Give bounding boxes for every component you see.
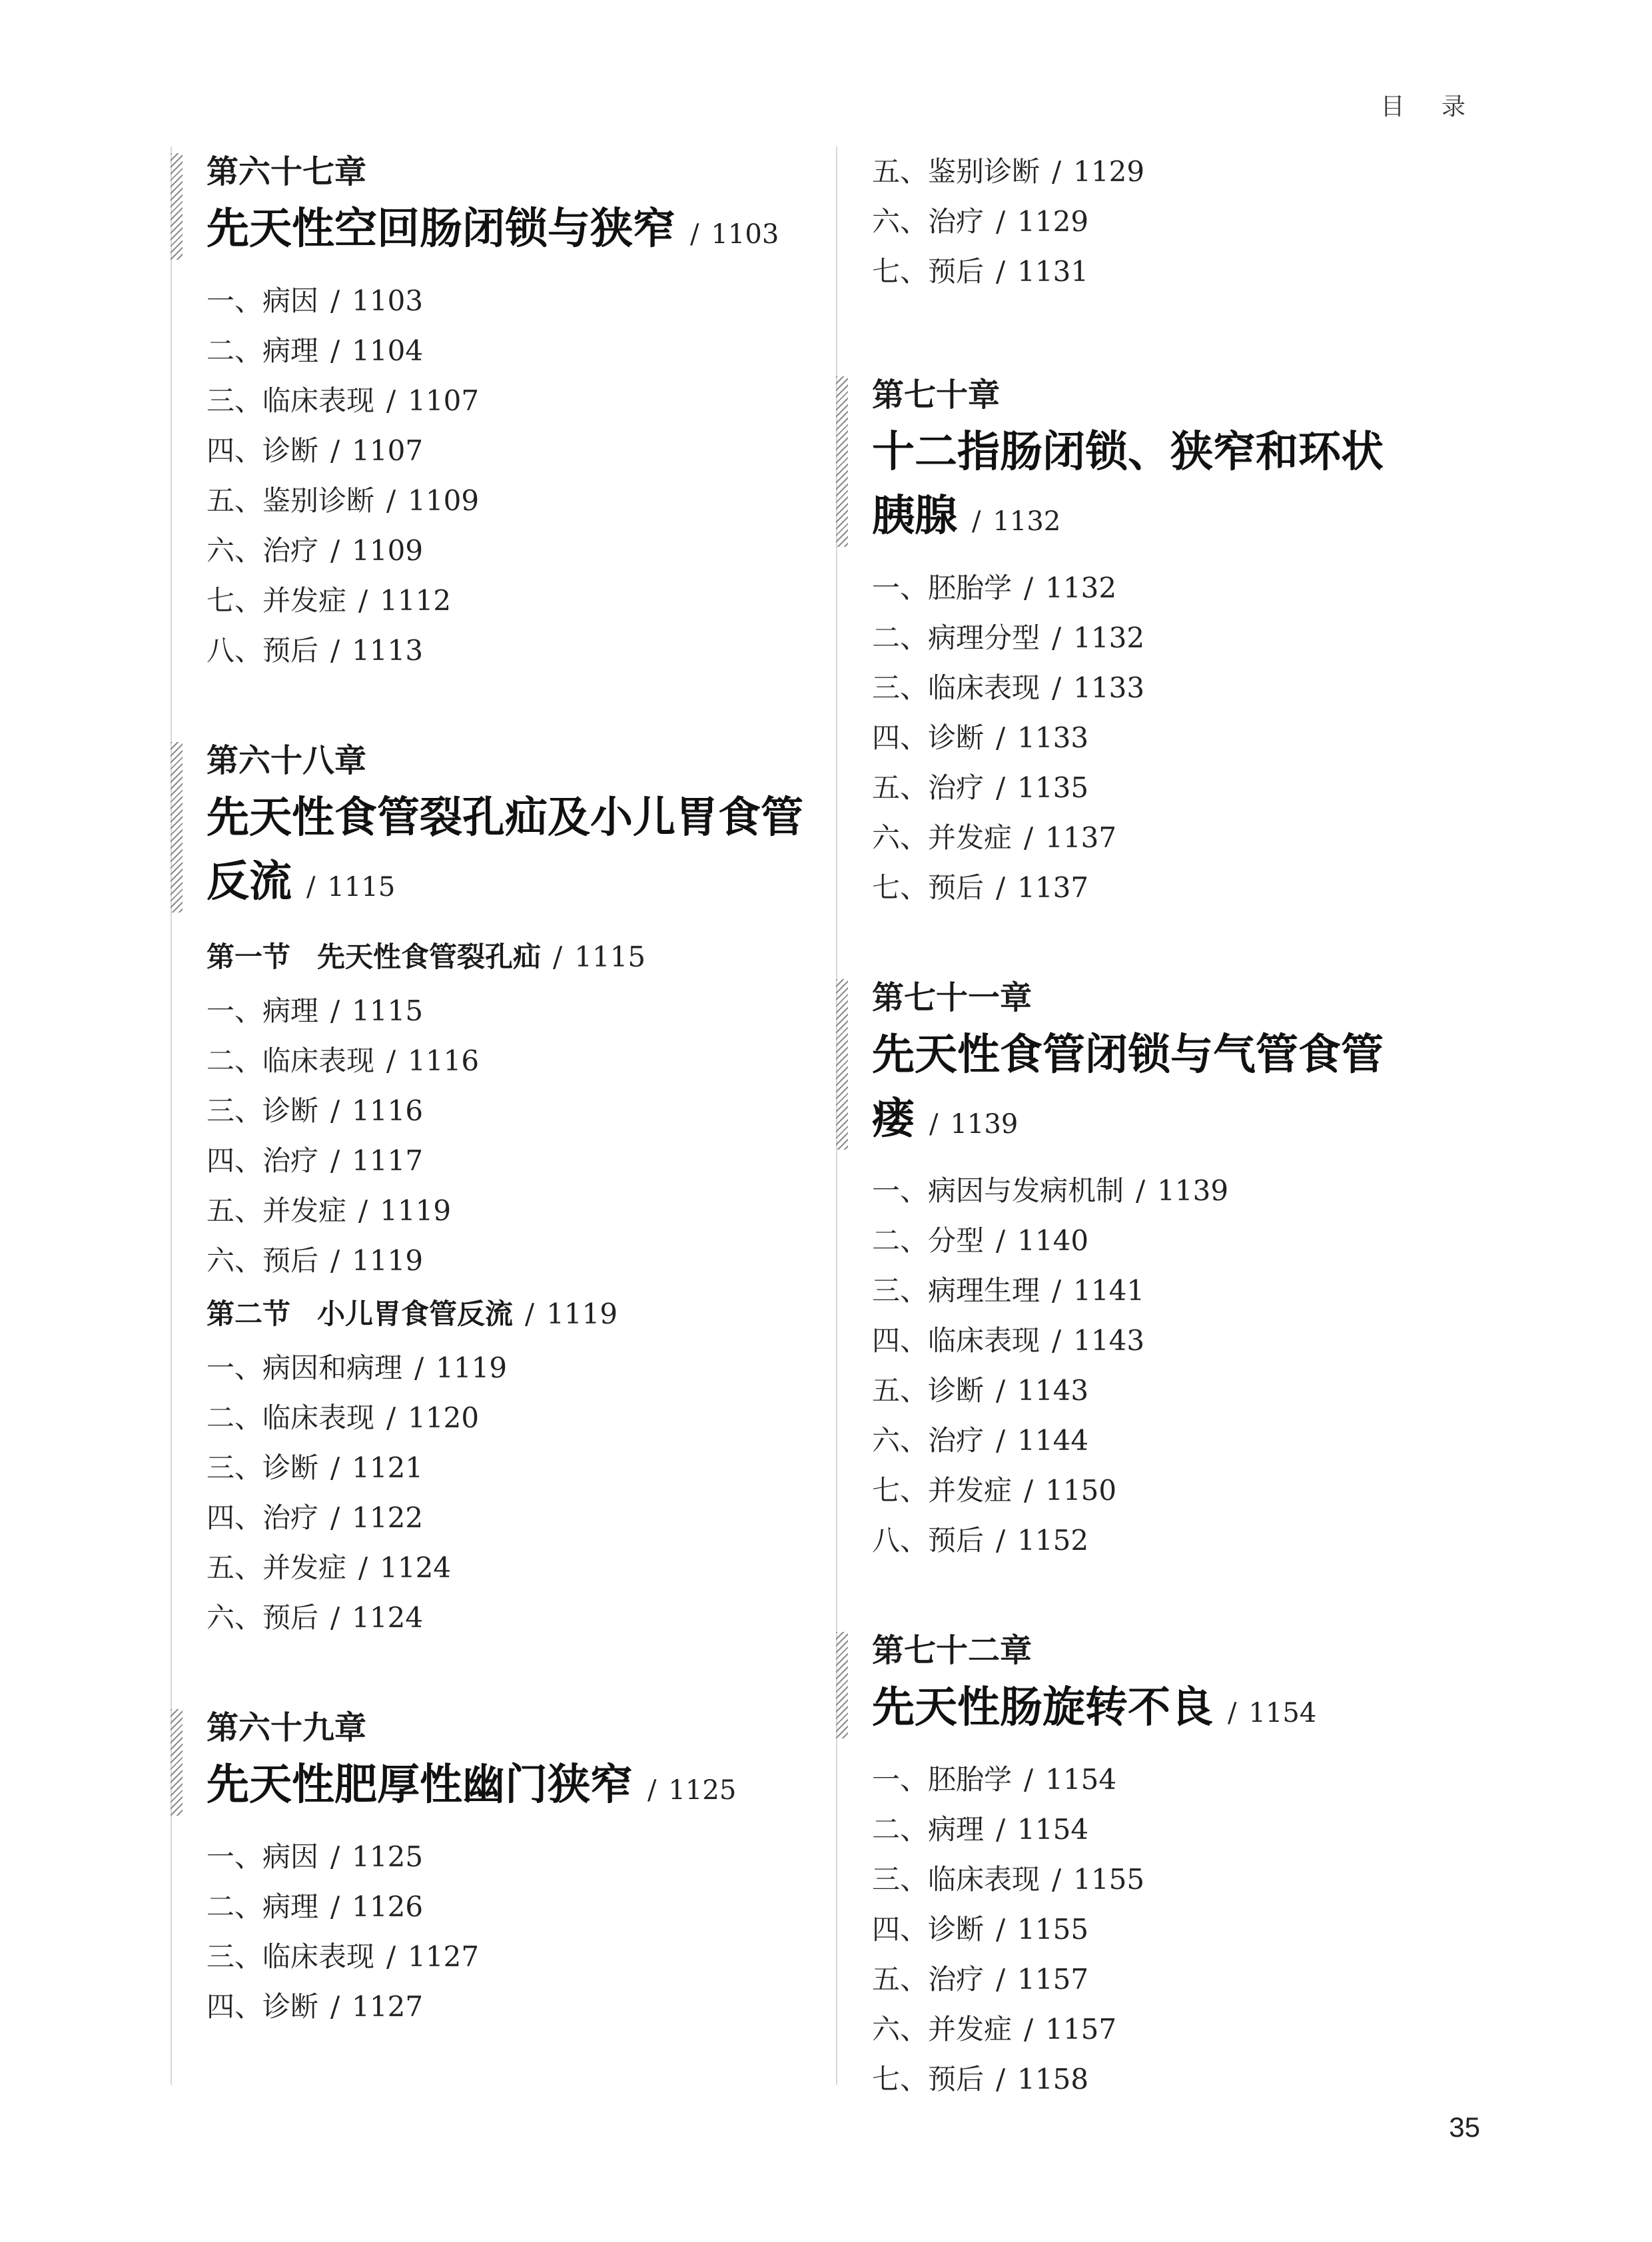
entry-title: 五、并发症 bbox=[206, 1194, 347, 1227]
chapter-70 bbox=[837, 370, 1490, 913]
chapter-67-items bbox=[206, 276, 825, 675]
chapter-title-line1: 先天性食管裂孔疝及小儿胃食管 bbox=[206, 793, 803, 843]
chapter-title-text: 先天性空回肠闭锁与狭窄 bbox=[206, 204, 675, 254]
chapter-69-continued-items bbox=[837, 147, 1490, 296]
toc-entry[interactable]: 四、诊断 / 1155 bbox=[872, 1913, 1089, 1946]
toc-entry[interactable]: 一、病理 / 1115 bbox=[206, 994, 424, 1027]
toc-entry[interactable]: 一、胚胎学 / 1132 bbox=[872, 571, 1117, 604]
chapter-67 bbox=[172, 147, 825, 675]
entry-title: 三、临床表现 bbox=[206, 384, 375, 417]
toc-entry[interactable]: 一、胚胎学 / 1154 bbox=[872, 1763, 1117, 1796]
page-ref: 1116 bbox=[352, 1094, 424, 1127]
section-title[interactable]: 第二节 小儿胃食管反流 / 1119 bbox=[206, 1298, 618, 1330]
chapter-71-items bbox=[872, 1166, 1490, 1565]
entry-title: 一、病因 bbox=[206, 1840, 319, 1873]
entry-title: 四、诊断 bbox=[206, 1990, 319, 2023]
hatch-marker bbox=[171, 153, 183, 260]
chapter-title-line1: 十二指肠闭锁、狭窄和环状 bbox=[872, 427, 1384, 477]
hatch-marker bbox=[171, 1709, 183, 1816]
page-number: 35 bbox=[1449, 2111, 1480, 2143]
toc-entry[interactable]: 五、鉴别诊断 / 1109 bbox=[206, 484, 480, 517]
page-ref: 1139 bbox=[1157, 1174, 1229, 1207]
page-ref: 1116 bbox=[408, 1044, 480, 1077]
toc-column-right bbox=[836, 147, 1490, 2095]
entry-title: 五、诊断 bbox=[872, 1374, 985, 1407]
chapter-label: 第七十一章 bbox=[872, 979, 1032, 1016]
chapter-title[interactable]: 先天性空回肠闭锁与狭窄 / 1103 bbox=[206, 204, 779, 254]
toc-entry[interactable]: 四、治疗 / 1122 bbox=[206, 1501, 424, 1534]
chapter-title-text: 先天性食管闭锁与气管食管瘘 bbox=[872, 1030, 1384, 1144]
page-ref: 1104 bbox=[352, 334, 424, 367]
entry-title: 四、治疗 bbox=[206, 1144, 319, 1177]
page-ref: 1150 bbox=[1045, 1474, 1117, 1507]
chapter-title[interactable]: 先天性食管裂孔疝及小儿胃食管 反流 / 1115 bbox=[206, 793, 803, 907]
entry-title: 一、病因 bbox=[206, 284, 319, 317]
toc-entry[interactable]: 六、治疗 / 1109 bbox=[206, 534, 424, 567]
entry-title: 二、病理 bbox=[872, 1813, 985, 1846]
toc-entry[interactable]: 五、治疗 / 1135 bbox=[872, 771, 1089, 804]
toc-entry[interactable]: 二、临床表现 / 1120 bbox=[206, 1401, 480, 1434]
toc-entry[interactable]: 四、治疗 / 1117 bbox=[206, 1144, 424, 1177]
page-ref: 1133 bbox=[1073, 671, 1145, 704]
page-ref: 1157 bbox=[1017, 1963, 1089, 1996]
chapter-72 bbox=[837, 1625, 1490, 2104]
toc-entry[interactable]: 二、临床表现 / 1116 bbox=[206, 1044, 480, 1077]
chapter-title[interactable]: 先天性肥厚性幽门狭窄 / 1125 bbox=[206, 1760, 737, 1810]
chapter-68-heading bbox=[206, 735, 825, 919]
entry-title: 八、预后 bbox=[872, 1524, 985, 1557]
page-ref: 1125 bbox=[352, 1840, 424, 1873]
entry-title: 一、病因与发病机制 bbox=[872, 1174, 1124, 1207]
section-title[interactable]: 第一节 先天性食管裂孔疝 / 1115 bbox=[206, 940, 646, 973]
page-ref: 1141 bbox=[1073, 1274, 1145, 1307]
toc-entry[interactable]: 一、病因 / 1125 bbox=[206, 1840, 424, 1873]
page-ref: 1137 bbox=[1045, 821, 1117, 854]
page-ref: 1115 bbox=[574, 940, 646, 973]
page-ref: 1115 bbox=[352, 994, 424, 1027]
chapter-label: 第六十七章 bbox=[206, 153, 367, 190]
page-ref: 1121 bbox=[352, 1451, 424, 1484]
section-2-items bbox=[206, 1343, 825, 1643]
page-ref: 1154 bbox=[1248, 1698, 1317, 1728]
entry-title: 四、临床表现 bbox=[872, 1324, 1040, 1357]
section-number: 第一节 bbox=[206, 940, 291, 973]
page-ref: 1112 bbox=[380, 584, 452, 617]
chapter-67-heading bbox=[206, 147, 825, 266]
toc-entry[interactable]: 六、并发症 / 1157 bbox=[872, 2013, 1117, 2046]
chapter-title[interactable]: 先天性食管闭锁与气管食管瘘 / 1139 bbox=[872, 1030, 1384, 1144]
page-ref: 1155 bbox=[1017, 1913, 1089, 1946]
entry-title: 四、诊断 bbox=[872, 721, 985, 754]
toc-entry[interactable]: 五、治疗 / 1157 bbox=[872, 1963, 1089, 1996]
toc-entry[interactable]: 一、病因和病理 / 1119 bbox=[206, 1351, 508, 1384]
entry-title: 一、病理 bbox=[206, 994, 319, 1027]
toc-entry[interactable]: 二、分型 / 1140 bbox=[872, 1224, 1089, 1257]
chapter-label: 第七十章 bbox=[872, 376, 1001, 414]
entry-title: 六、治疗 bbox=[872, 1424, 985, 1457]
toc-entry[interactable]: 一、病因 / 1103 bbox=[206, 284, 424, 317]
toc-entry[interactable]: 二、病理 / 1104 bbox=[206, 334, 424, 367]
toc-entry[interactable]: 五、并发症 / 1124 bbox=[206, 1551, 452, 1584]
entry-title: 三、病理生理 bbox=[872, 1274, 1040, 1307]
page-ref: 1139 bbox=[950, 1109, 1019, 1140]
toc-entry[interactable]: 六、预后 / 1124 bbox=[206, 1601, 424, 1634]
toc-entry[interactable]: 四、临床表现 / 1143 bbox=[872, 1324, 1145, 1357]
page-ref: 1129 bbox=[1017, 205, 1089, 238]
chapter-71 bbox=[837, 972, 1490, 1565]
toc-entry[interactable]: 二、病理 / 1154 bbox=[872, 1813, 1089, 1846]
toc-entry[interactable]: 七、并发症 / 1112 bbox=[206, 584, 452, 617]
section-number: 第二节 bbox=[206, 1298, 291, 1330]
toc-entry[interactable]: 三、诊断 / 1121 bbox=[206, 1451, 424, 1484]
entry-title: 四、治疗 bbox=[206, 1501, 319, 1534]
chapter-title[interactable]: 十二指肠闭锁、狭窄和环状 胰腺 / 1132 bbox=[872, 427, 1384, 541]
entry-title: 四、诊断 bbox=[872, 1913, 985, 1946]
entry-title: 五、鉴别诊断 bbox=[872, 155, 1040, 188]
toc-entry[interactable]: 五、并发症 / 1119 bbox=[206, 1194, 452, 1227]
page-ref: 1143 bbox=[1017, 1374, 1089, 1407]
toc-entry[interactable]: 七、预后 / 1158 bbox=[872, 2063, 1089, 2095]
page-ref: 1154 bbox=[1017, 1813, 1089, 1846]
chapter-70-items bbox=[872, 563, 1490, 913]
page-ref: 1137 bbox=[1017, 871, 1089, 904]
entry-title: 一、胚胎学 bbox=[872, 571, 1013, 604]
entry-title: 六、预后 bbox=[206, 1244, 319, 1277]
page-ref: 1122 bbox=[352, 1501, 424, 1534]
entry-title: 五、并发症 bbox=[206, 1551, 347, 1584]
entry-title: 七、预后 bbox=[872, 255, 985, 288]
page-ref: 1143 bbox=[1073, 1324, 1145, 1357]
entry-title: 六、治疗 bbox=[206, 534, 319, 567]
page-ref: 1140 bbox=[1017, 1224, 1089, 1257]
toc-entry[interactable]: 七、并发症 / 1150 bbox=[872, 1474, 1117, 1507]
page-ref: 1144 bbox=[1017, 1424, 1089, 1457]
hatch-marker bbox=[836, 1632, 848, 1738]
toc-column-left bbox=[171, 147, 825, 2085]
page-ref: 1132 bbox=[1045, 571, 1117, 604]
toc-entry[interactable]: 八、预后 / 1113 bbox=[206, 634, 424, 667]
toc-entry[interactable]: 七、预后 / 1137 bbox=[872, 871, 1089, 904]
entry-title: 七、预后 bbox=[872, 871, 985, 904]
chapter-69-items bbox=[206, 1832, 825, 2032]
toc-entry[interactable]: 二、病理分型 / 1132 bbox=[872, 621, 1145, 654]
chapter-title-text: 先天性肠旋转不良 bbox=[872, 1682, 1213, 1732]
running-header: 目 录 bbox=[1380, 93, 1480, 121]
page-ref: 1113 bbox=[352, 634, 424, 667]
page-ref: 1129 bbox=[1073, 155, 1145, 188]
chapter-title[interactable]: 先天性肠旋转不良 / 1154 bbox=[872, 1682, 1317, 1732]
page-ref: 1117 bbox=[352, 1144, 424, 1177]
entry-title: 六、预后 bbox=[206, 1601, 319, 1634]
toc-entry[interactable]: 八、预后 / 1152 bbox=[872, 1524, 1089, 1557]
entry-title: 一、病因和病理 bbox=[206, 1351, 403, 1384]
toc-entry[interactable]: 六、预后 / 1119 bbox=[206, 1244, 424, 1277]
section-1-items bbox=[206, 986, 825, 1286]
entry-title: 二、病理分型 bbox=[872, 621, 1040, 654]
entry-title: 五、鉴别诊断 bbox=[206, 484, 375, 517]
entry-title: 三、诊断 bbox=[206, 1094, 319, 1127]
page-ref: 1126 bbox=[352, 1890, 424, 1923]
page-ref: 1132 bbox=[993, 506, 1061, 537]
entry-title: 二、病理 bbox=[206, 334, 319, 367]
entry-title: 三、临床表现 bbox=[872, 1863, 1040, 1896]
chapter-title-line2: 胰腺 bbox=[872, 491, 957, 541]
toc-entry[interactable]: 五、诊断 / 1143 bbox=[872, 1374, 1089, 1407]
toc-entry[interactable]: 五、鉴别诊断 / 1129 bbox=[872, 155, 1145, 188]
toc-entry[interactable]: 六、并发症 / 1137 bbox=[872, 821, 1117, 854]
section-name: 先天性食管裂孔疝 bbox=[317, 940, 542, 973]
page-ref: 1125 bbox=[668, 1775, 737, 1806]
page-ref: 1152 bbox=[1017, 1524, 1089, 1557]
chapter-72-heading bbox=[872, 1625, 1490, 1745]
section-name: 小儿胃食管反流 bbox=[317, 1298, 514, 1330]
page-ref: 1158 bbox=[1017, 2063, 1089, 2095]
page-ref: 1157 bbox=[1045, 2013, 1117, 2046]
chapter-69 bbox=[172, 1702, 825, 2032]
page-ref: 1103 bbox=[352, 284, 424, 317]
chapter-label: 第六十九章 bbox=[206, 1709, 367, 1746]
entry-title: 三、临床表现 bbox=[206, 1940, 375, 1973]
page-ref: 1119 bbox=[436, 1351, 508, 1384]
chapter-title-line2: 反流 bbox=[206, 857, 292, 907]
toc-entry[interactable]: 四、诊断 / 1127 bbox=[206, 1990, 424, 2023]
hatch-marker bbox=[171, 742, 183, 913]
toc-entry[interactable]: 三、病理生理 / 1141 bbox=[872, 1274, 1145, 1307]
entry-title: 七、并发症 bbox=[872, 1474, 1013, 1507]
chapter-label: 第七十二章 bbox=[872, 1632, 1032, 1669]
page-ref: 1132 bbox=[1073, 621, 1145, 654]
hatch-marker bbox=[836, 979, 848, 1150]
page-ref: 1135 bbox=[1017, 771, 1089, 804]
page-ref: 1124 bbox=[352, 1601, 424, 1634]
entry-title: 三、临床表现 bbox=[872, 671, 1040, 704]
entry-title: 六、并发症 bbox=[872, 2013, 1013, 2046]
toc-entry[interactable]: 六、治疗 / 1129 bbox=[872, 205, 1089, 238]
page-ref: 1119 bbox=[352, 1244, 424, 1277]
page-ref: 1120 bbox=[408, 1401, 480, 1434]
page-ref: 1124 bbox=[380, 1551, 452, 1584]
toc-entry[interactable]: 四、诊断 / 1133 bbox=[872, 721, 1089, 754]
entry-title: 二、分型 bbox=[872, 1224, 985, 1257]
entry-title: 七、并发症 bbox=[206, 584, 347, 617]
entry-title: 八、预后 bbox=[206, 634, 319, 667]
page-ref: 1131 bbox=[1017, 255, 1089, 288]
chapter-title-text: 先天性肥厚性幽门狭窄 bbox=[206, 1760, 633, 1810]
entry-title: 五、治疗 bbox=[872, 1963, 985, 1996]
page-ref: 1155 bbox=[1073, 1863, 1145, 1896]
entry-title: 六、治疗 bbox=[872, 205, 985, 238]
entry-title: 六、并发症 bbox=[872, 821, 1013, 854]
page-ref: 1127 bbox=[408, 1940, 480, 1973]
toc-entry[interactable]: 二、病理 / 1126 bbox=[206, 1890, 424, 1923]
page-ref: 1109 bbox=[352, 534, 424, 567]
page-ref: 1133 bbox=[1017, 721, 1089, 754]
toc-entry[interactable]: 三、临床表现 / 1107 bbox=[206, 384, 480, 417]
hatch-marker bbox=[836, 376, 848, 547]
page-ref: 1109 bbox=[408, 484, 480, 517]
toc-entry[interactable]: 三、临床表现 / 1127 bbox=[206, 1940, 480, 1973]
toc-entry[interactable]: 三、临床表现 / 1155 bbox=[872, 1863, 1145, 1896]
page-ref: 1119 bbox=[546, 1298, 618, 1330]
toc-entry[interactable]: 一、病因与发病机制 / 1139 bbox=[872, 1174, 1229, 1207]
page-ref: 1115 bbox=[327, 872, 396, 903]
entry-title: 一、胚胎学 bbox=[872, 1763, 1013, 1796]
entry-title: 七、预后 bbox=[872, 2063, 985, 2095]
chapter-label: 第六十八章 bbox=[206, 742, 367, 779]
page-ref: 1107 bbox=[352, 434, 424, 467]
chapter-72-items bbox=[872, 1754, 1490, 2104]
entry-title: 三、诊断 bbox=[206, 1451, 319, 1484]
page-ref: 1107 bbox=[408, 384, 480, 417]
entry-title: 二、病理 bbox=[206, 1890, 319, 1923]
toc-entry[interactable]: 六、治疗 / 1144 bbox=[872, 1424, 1089, 1457]
toc-entry[interactable]: 四、诊断 / 1107 bbox=[206, 434, 424, 467]
entry-title: 二、临床表现 bbox=[206, 1401, 375, 1434]
toc-entry[interactable]: 三、诊断 / 1116 bbox=[206, 1094, 424, 1127]
page-ref: 1127 bbox=[352, 1990, 424, 2023]
page-ref: 1119 bbox=[380, 1194, 452, 1227]
page-ref: 1154 bbox=[1045, 1763, 1117, 1796]
chapter-69-heading bbox=[206, 1702, 825, 1822]
entry-title: 四、诊断 bbox=[206, 434, 319, 467]
entry-title: 二、临床表现 bbox=[206, 1044, 375, 1077]
entry-title: 五、治疗 bbox=[872, 771, 985, 804]
chapter-70-heading bbox=[872, 370, 1490, 554]
page-ref: 1103 bbox=[711, 219, 779, 250]
toc-entry[interactable]: 三、临床表现 / 1133 bbox=[872, 671, 1145, 704]
chapter-71-heading bbox=[872, 972, 1490, 1156]
chapter-68 bbox=[172, 735, 825, 1643]
toc-entry[interactable]: 七、预后 / 1131 bbox=[872, 255, 1089, 288]
